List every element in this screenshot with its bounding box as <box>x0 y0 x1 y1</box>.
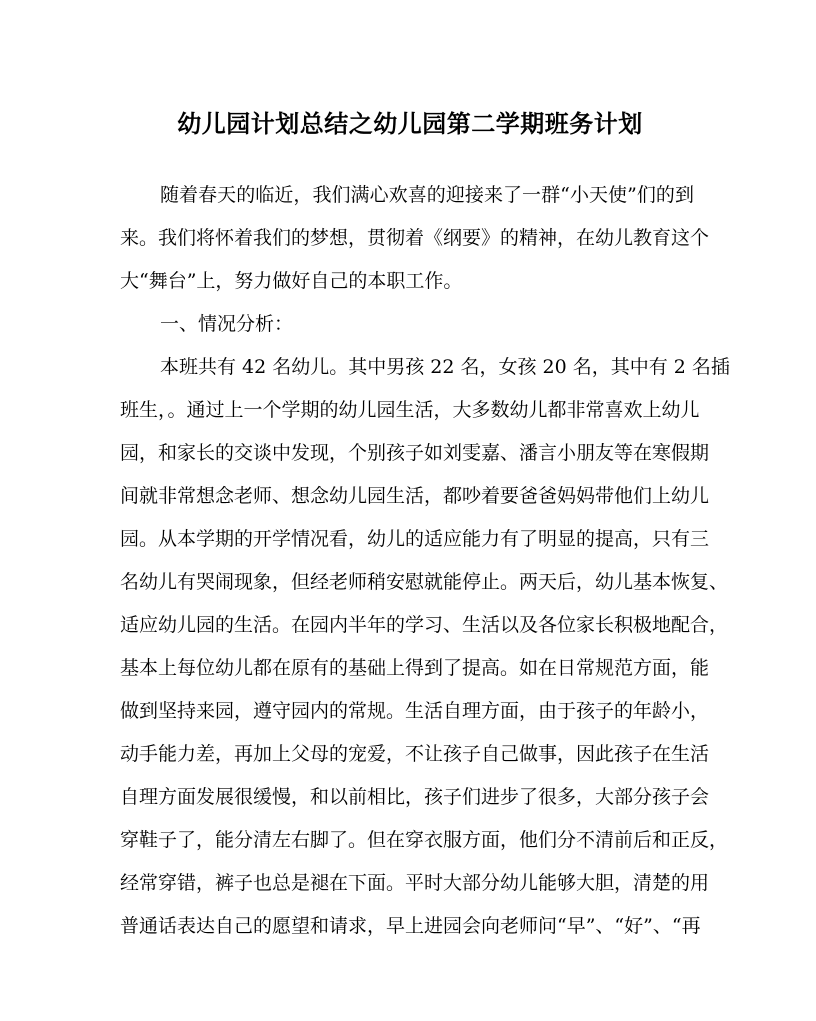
paragraph-line: 来。我们将怀着我们的梦想，贯彻着《纲要》的精神，在幼儿教育这个 <box>120 227 710 249</box>
paragraph-line: 动手能力差，再加上父母的宠爱，不让孩子自己做事，因此孩子在生活 <box>120 743 710 765</box>
paragraph-line: 基本上每位幼儿都在原有的基础上得到了提高。如在日常规范方面，能 <box>120 657 710 679</box>
paragraph-line: 本班共有 42 名幼儿。其中男孩 22 名，女孩 20 名，其中有 2 名插 <box>160 356 730 378</box>
paragraph-line: 做到坚持来园，遵守园内的常规。生活自理方面，由于孩子的年龄小， <box>120 700 710 722</box>
paragraph-line: 班生，。通过上一个学期的幼儿园生活，大多数幼儿都非常喜欢上幼儿 <box>120 399 700 421</box>
paragraph-line: 经常穿错，裤子也总是褪在下面。平时大部分幼儿能够大胆，清楚的用 <box>120 872 710 894</box>
document-title: 幼儿园计划总结之幼儿园第二学期班务计划 <box>177 109 643 138</box>
paragraph-line: 自理方面发展很缓慢，和以前相比，孩子们进步了很多，大部分孩子会 <box>120 786 710 808</box>
section-heading: 一、情况分析： <box>160 313 294 335</box>
paragraph-line: 普通话表达自己的愿望和请求，早上进园会向老师问“早”、“好”、“再 <box>120 915 701 937</box>
paragraph-line: 大“舞台”上，努力做好自己的本职工作。 <box>120 270 463 292</box>
paragraph-line: 适应幼儿园的生活。在园内半年的学习、生活以及各位家长积极地配合， <box>120 614 729 636</box>
paragraph-line: 穿鞋子了，能分清左右脚了。但在穿衣服方面，他们分不清前后和正反， <box>120 829 729 851</box>
paragraph-line: 随着春天的临近，我们满心欢喜的迎接来了一群“小天使”们的到 <box>160 184 694 206</box>
paragraph-line: 园。从本学期的开学情况看，幼儿的适应能力有了明显的提高，只有三 <box>120 528 710 550</box>
paragraph-line: 间就非常想念老师、想念幼儿园生活，都吵着要爸爸妈妈带他们上幼儿 <box>120 485 710 507</box>
paragraph-line: 名幼儿有哭闹现象，但经老师稍安慰就能停止。两天后，幼儿基本恢复、 <box>120 571 729 593</box>
paragraph-line: 园，和家长的交谈中发现，个别孩子如刘雯嘉、潘言小朋友等在寒假期 <box>120 442 710 464</box>
